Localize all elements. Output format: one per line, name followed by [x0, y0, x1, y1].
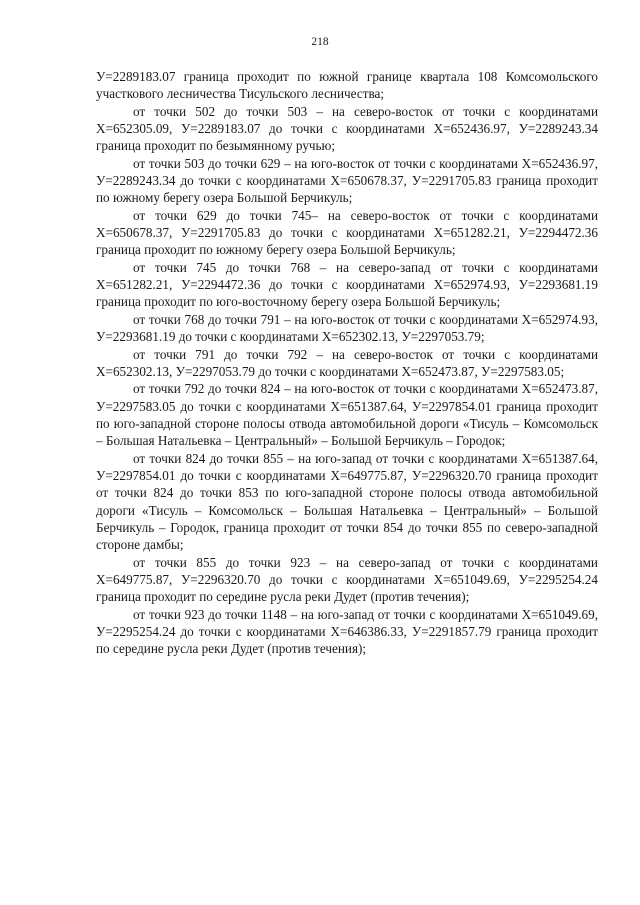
paragraph-4: от точки 629 до точки 745– на северо-восток от точки с координатами Х=650678.37, У=2291705.83 до точки с координатами Х=651282.21, У=2294472.36 граница проходит по южному берегу озера Большой Берчикуль; — [96, 207, 598, 258]
paragraph-3: от точки 503 до точки 629 – на юго-восток от точки с координатами Х=652436.97, У=2289243.34 до точки с координатами Х=650678.37, У=2291705.83 граница проходит по южному берегу озера Большой Берчикуль; — [96, 155, 598, 206]
paragraph-10: от точки 855 до точки 923 – на северо-запад от точки с координатами Х=649775.87, У=2296320.70 до точки с координатами Х=651049.69, У=2295254.24 граница проходит по середине русла реки Дудет (против течения); — [96, 554, 598, 605]
page-number: 218 — [311, 36, 329, 48]
paragraph-5: от точки 745 до точки 768 – на северо-запад от точки с координатами Х=651282.21, У=2294472.36 до точки с координатами Х=652974.93, У=2293681.19 граница проходит по юго-восточному берегу озера Большой Берчикуль; — [96, 259, 598, 310]
paragraph-9: от точки 824 до точки 855 – на юго-запад от точки с координатами Х=651387.64, У=2297854.01 до точки с координатами Х=649775.87, У=2296320.70 граница проходит от точки 824 до точки 853 по юго-западной стороне полосы отвода автомобильной дороги «Тисуль – Комсомольск – Большая Натальевка – Центральный» – Большой Берчикуль – Городок, граница проходит от точки 854 до точки 855 по северо-западной стороне дамбы; — [96, 450, 598, 553]
paragraph-1: У=2289183.07 граница проходит по южной границе квартала 108 Комсомольского участкового лесничества Тисульского лесничества; — [96, 69, 598, 102]
paragraph-6: от точки 768 до точки 791 – на юго-восток от точки с координатами Х=652974.93, У=2293681.19 до точки с координатами Х=652302.13, У=2297053.79; — [96, 311, 598, 345]
paragraph-7: от точки 791 до точки 792 – на северо-восток от точки с координатами Х=652302.13, У=2297053.79 до точки с координатами Х=652473.87, У=2297583.05; — [96, 346, 598, 379]
paragraph-8: от точки 792 до точки 824 – на юго-восток от точки с координатами Х=652473.87, У=2297583.05 до точки с координатами Х=651387.64, У=2297854.01 граница проходит по юго-западной стороне полосы отвода автомобильной дороги «Тисуль – Комсомольск – Большая Натальевка – Центральный» – Большой Берчикуль – Городок; — [96, 381, 598, 449]
paragraph-2: от точки 502 до точки 503 – на северо-восток от точки с координатами Х=652305.09, У=2289183.07 до точки с координатами Х=652436.97, У=2289243.34 граница проходит по безымянному ручью; — [96, 103, 598, 154]
paragraph-11: от точки 923 до точки 1148 – на юго-запад от точки с координатами Х=651049.69, У=2295254.24 до точки с координатами Х=646386.33, У=2291857.79 граница проходит по середине русла реки Дудет (против течения); — [96, 606, 598, 657]
document-body — [96, 68, 598, 658]
